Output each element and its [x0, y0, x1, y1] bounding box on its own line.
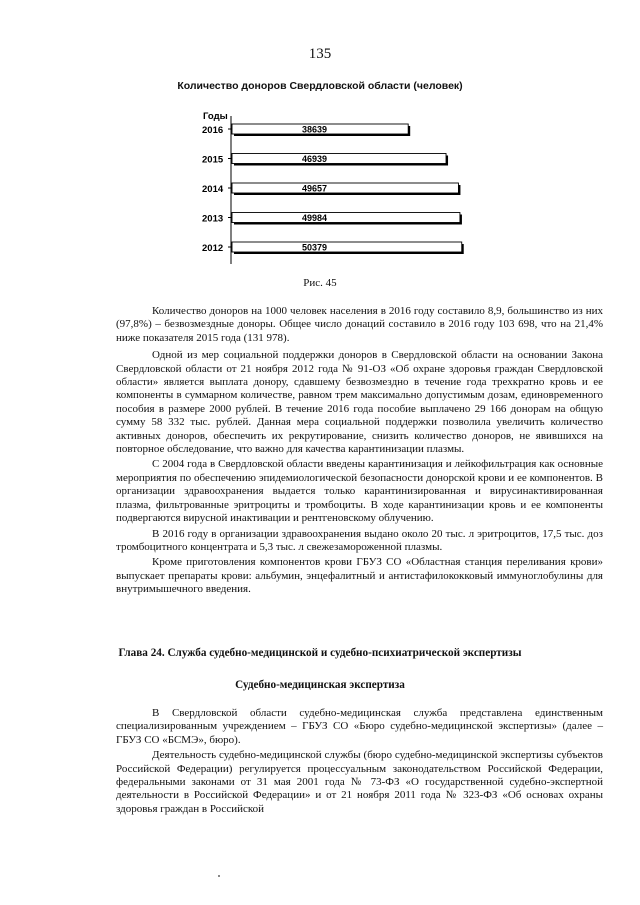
y-tick-label: 2016 [202, 125, 224, 136]
bar-value-label: 38639 [302, 124, 328, 135]
bar-2012 [232, 242, 462, 252]
donors-bar-chart [190, 108, 490, 268]
bar-value-label: 49984 [302, 213, 328, 223]
bar-2014 [232, 183, 458, 193]
paragraph: Одной из мер социальной поддержки доноров в Свердловской области на основании Закона Свердловской области от 21 ноября 2012 года № 91-ОЗ «Об охране здоровья граждан Свердловской области» является выплата донору, сдавшему безвозмездно в течение года трехкратно кровь и ее компоненты в суммарном количестве, равном трем максимально допустимым дозам, единовременного пособия в размере 2000 рублей. В течение 2016 года пособие выплачено 29 166 донорам на общую сумму 58 332 тыс. рублей. Данная мера социальной поддержки позволила увеличить количество активных доноров, обеспечить их рекрутирование, снизить количество доноров, не явившихся на повторное обследование, что важно для качества карантинизации плазмы. [116, 349, 603, 456]
y-tick-label: 2014 [202, 184, 224, 195]
bar-value-label: 50379 [302, 242, 328, 253]
paragraph: Деятельность судебно-медицинской службы (бюро судебно-медицинской экспертизы субъектов Российской Федерации) регулируется процессуальным законодательством Российской Федерации, федеральными законами от 31 мая 2001 года № 73-ФЗ «О государственной судебно-экспертной деятельности в Российской Федерации» и от 21 ноября 2011 года № 323-ФЗ «Об основах охраны здоровья граждан в Российской [116, 749, 603, 815]
text-block-1 [116, 305, 603, 597]
bar-value-label: 49657 [302, 183, 328, 194]
bar-2015 [232, 154, 446, 164]
scan-speck [218, 875, 220, 877]
paragraph: В Свердловской области судебно-медицинская служба представлена единственным специализированным учреждением – ГБУЗ СО «Бюро судебно-медицинской экспертизы» (далее – ГБУЗ СО «БСМЭ», бюро). [116, 707, 603, 746]
chart-title: Количество доноров Свердловской области (человек) [177, 80, 463, 92]
paragraph: Количество доноров на 1000 человек населения в 2016 году составило 8,9, большинство из них (97,8%) – безвозмездные доноры. Общее число донаций составило в 2016 году 103 698, что на 21,4% ниже показателя 2015 года (131 978). [116, 305, 603, 344]
bar-value-label: 46939 [302, 154, 328, 164]
y-tick-label: 2012 [202, 243, 224, 254]
bar-2013 [232, 213, 460, 223]
chapter-heading: Глава 24. Служба судебно-медицинской и судебно-психиатрической экспертизы [118, 647, 522, 659]
section-heading: Судебно-медицинская экспертиза [235, 679, 405, 691]
paragraph: С 2004 года в Свердловской области введены карантинизация и лейкофильтрация как основные мероприятия по обеспечению эпидемиологической безопасности донорской крови и ее компонентов. В организации здравоохранения выдается только карантинизированная и вирусинактивированная плазма, фильтрованные эритроциты и тромбоциты. В ходе карантинизации кровь и ее компоненты подвергаются вирусной инактивации и рентгеновскому облучению. [116, 458, 603, 525]
y-tick-label: 2015 [202, 154, 224, 166]
page-number: 135 [308, 46, 332, 62]
paragraph: Кроме приготовления компонентов крови ГБУЗ СО «Областная станция переливания крови» выпускает препараты крови: альбумин, энцефалитный и антистафилококковый иммуноглобулины для внутримышечного введения. [116, 556, 603, 596]
paragraph: В 2016 году в организации здравоохранения выдано около 20 тыс. л эритроцитов, 17,5 тыс. доз тромбоцитного концентрата и 5,3 тыс. л свежезамороженной плазмы. [116, 527, 603, 553]
y-tick-label: 2013 [202, 213, 224, 225]
y-axis-label: Годы [203, 111, 228, 122]
figure-caption: Рис. 45 [303, 277, 337, 289]
text-block-2 [116, 707, 603, 816]
